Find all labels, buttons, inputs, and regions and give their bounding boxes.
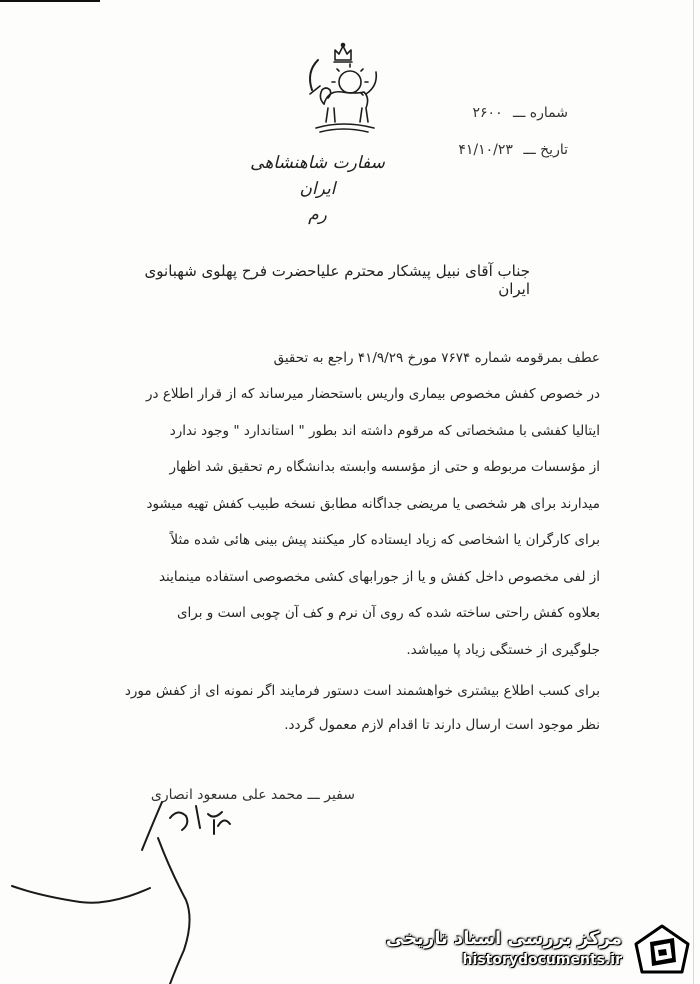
letter-date	[398, 142, 568, 158]
handwritten-signature	[0, 790, 260, 984]
body-line: از مؤسسات مربوطه و حتی از مؤسسه وابسته بدانشگاه رم تحقیق شد اظهار	[169, 459, 600, 475]
body-line: در خصوص کفش مخصوص بیماری واریس باستحضار میرساند که از قرار اطلاع در	[146, 386, 600, 402]
date-value: ۴۱/۱۰/۲۳	[458, 142, 513, 158]
date-label: تاریخ ـــ	[523, 142, 568, 158]
body-line: جلوگیری از خستگی زیاد پا میباشد.	[406, 641, 600, 658]
letter-body	[95, 340, 600, 668]
body-line: عطف بمرقومه شماره ۷۶۷۴ مورخ ۴۱/۹/۲۹ راجع به تحقیق	[273, 350, 600, 366]
embassy-heading	[250, 150, 385, 228]
closing-paragraph	[95, 674, 600, 742]
closing-line: نظر موجود است ارسال دارند تا اقدام لازم معمول گردد.	[284, 717, 600, 733]
signer-line: سفیر ـــ محمد علی مسعود انصاری	[150, 787, 355, 803]
closing-line: برای کسب اطلاع بیشتری خواهشمند است دستور فرمایند اگر نمونه ای از کفش مورد	[124, 683, 600, 699]
history-documents-logo-icon	[632, 922, 692, 978]
body-line: برای کارگران یا اشخاصی که زیاد ایستاده کار میکنند پیش بینی هائی شده مثلاً	[170, 532, 600, 548]
number-label: شماره ـــ	[513, 105, 568, 121]
embassy-name: سفارت شاهنشاهی ایران	[250, 153, 385, 199]
page-edge-line	[693, 0, 694, 984]
body-line: ایتالیا کفشی با مشخصاتی که مرقوم داشته اند بطور " استاندارد " وجود ندارد	[169, 422, 600, 439]
number-value: ۲۶۰۰	[472, 105, 503, 121]
body-line: میدارند برای هر شخصی یا مریضی جداگانه مطابق نسخه طبیب کفش تهیه میشود	[146, 495, 600, 512]
letter-number	[398, 105, 568, 121]
top-rule-line	[0, 0, 100, 2]
archive-watermark	[385, 918, 700, 984]
watermark-title: مرکز بررسی اسناد تاریخی	[385, 928, 622, 949]
body-line: بعلاوه کفش راحتی ساخته شده که روی آن نرم و کف آن چوبی است و برای	[176, 605, 600, 621]
lion-and-sun-crown-icon	[298, 42, 388, 137]
embassy-city: رم	[308, 205, 327, 225]
recipient-line: جناب آقای نبیل پیشکار محترم علیاحضرت فرح پهلوی شهبانوی ایران	[144, 262, 530, 298]
watermark-url: historydocuments.ir	[462, 952, 622, 968]
body-line: از لفی مخصوص داخل کفش و یا از جورابهای کشی مخصوصی استفاده مینمایند	[158, 568, 600, 585]
